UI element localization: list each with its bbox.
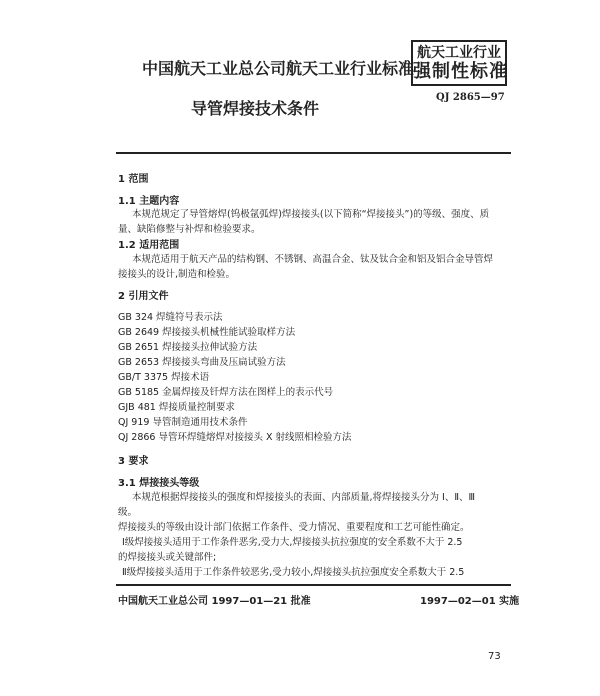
badge-line-2: 强制性标准 bbox=[413, 61, 508, 82]
section-1-1-text-2: 量、缺陷修整与补焊和检验要求。 bbox=[118, 224, 261, 235]
reference-item: QJ 2866 导管环焊缝熔焊对接接头 X 射线照相检验方法 bbox=[118, 432, 352, 443]
reference-item: QJ 919 导管制造通用技术条件 bbox=[118, 417, 248, 428]
reference-item: GB 2649 焊接接头机械性能试验取样方法 bbox=[118, 327, 296, 338]
section-1-1-heading: 1.1 主题内容 bbox=[118, 196, 180, 207]
reference-item: GB 5185 金属焊接及钎焊方法在图样上的表示代号 bbox=[118, 387, 334, 398]
grade-2-text-1: Ⅱ级焊接接头适用于工作条件较恶劣,受力较小,焊接接头抗拉强度安全系数大于 2.5 bbox=[122, 567, 465, 578]
section-3-heading: 3 要求 bbox=[118, 456, 149, 467]
effective-date: 1997—02—01 实施 bbox=[420, 596, 520, 607]
header-divider bbox=[116, 152, 511, 154]
reference-item: GJB 481 焊接质量控制要求 bbox=[118, 402, 235, 413]
standard-code: QJ 2865—97 bbox=[436, 92, 505, 103]
section-1-1-text-1: 本规范规定了导管熔焊(钨极氩弧焊)焊接接头(以下简称“焊接接头”)的等级、强度、质 bbox=[132, 209, 490, 220]
section-1-2-text-1: 本规范适用于航天产品的结构钢、不锈钢、高温合金、钛及钛合金和铝及铝合金导管焊 bbox=[132, 254, 494, 265]
reference-item: GB 2653 焊接接头弯曲及压扁试验方法 bbox=[118, 357, 286, 368]
issuer-line: 中国航天工业总公司航天工业行业标准 bbox=[142, 59, 415, 78]
standard-type-badge bbox=[411, 40, 507, 86]
section-2-heading: 2 引用文件 bbox=[118, 291, 169, 302]
grade-1-text-1: Ⅰ级焊接接头适用于工作条件恶劣,受力大,焊接接头抗拉强度的安全系数不大于 2.5 bbox=[122, 537, 463, 548]
approval-date: 中国航天工业总公司 1997—01—21 批准 bbox=[118, 596, 311, 607]
section-1-heading: 1 范围 bbox=[118, 174, 149, 185]
section-1-2-text-2: 接接头的设计,制造和检验。 bbox=[118, 269, 236, 280]
section-1-2-heading: 1.2 适用范围 bbox=[118, 240, 180, 251]
grade-determination-text: 焊接接头的等级由设计部门依据工作条件、受力情况、重要程度和工艺可能性确定。 bbox=[118, 522, 470, 533]
page-number: 73 bbox=[488, 651, 501, 662]
section-3-1-heading: 3.1 焊接接头等级 bbox=[118, 478, 200, 489]
section-3-1-text-1: 本规范根据焊接接头的强度和焊接接头的表面、内部质量,将焊接接头分为 Ⅰ、Ⅱ、Ⅲ bbox=[132, 492, 476, 503]
reference-item: GB 2651 焊接接头拉伸试验方法 bbox=[118, 342, 258, 353]
grade-1-text-2: 的焊接接头或关键部件; bbox=[118, 552, 217, 563]
document-title: 导管焊接技术条件 bbox=[191, 99, 320, 118]
badge-line-1: 航天工业行业 bbox=[417, 45, 501, 61]
reference-item: GB/T 3375 焊接术语 bbox=[118, 372, 210, 383]
footer-divider bbox=[116, 584, 511, 586]
reference-item: GB 324 焊缝符号表示法 bbox=[118, 312, 223, 323]
section-3-1-text-2: 级。 bbox=[118, 507, 138, 518]
